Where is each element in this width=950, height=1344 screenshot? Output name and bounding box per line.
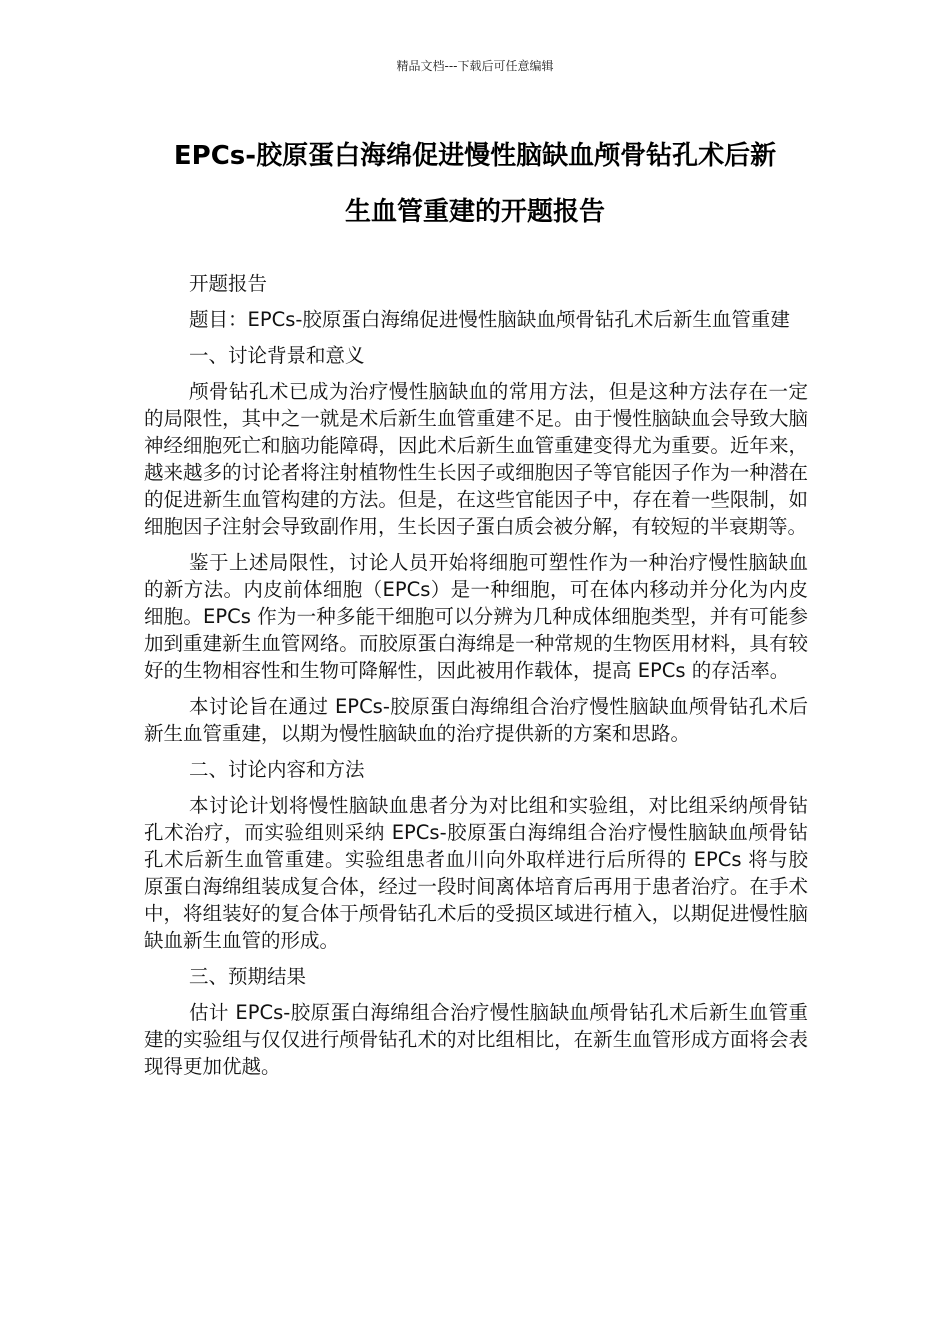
section-heading-results: 三、预期结果 — [189, 965, 307, 988]
paragraph-topic: 题目：EPCs-胶原蛋白海绵促进慢性脑缺血颅骨钻孔术后新生血管重建 — [189, 308, 790, 331]
title-line-1: EPCs-胶原蛋白海绵促进慢性脑缺血颅骨钻孔术后新 — [173, 141, 777, 171]
paragraph-background-1: 颅骨钻孔术已成为治疗慢性脑缺血的常用方法，但是这种方法存在一定的局限性，其中之一就是术后新生血管重建不足。由于慢性脑缺血会导致大脑神经细胞死亡和脑功能障碍，因此术后新生血管重建变得尤为重要。近年来，越来越多的讨论者将注射植物性生长因子或细胞因子等官能因子作为一种潜在的促进新生血管构建的方法。但是，在这些官能因子中，存在着一些限制，如细胞因子注射会导致副作用，生长因子蛋白质会被分解，有较短的半衰期等。 — [144, 380, 808, 538]
paragraph-results: 估计 EPCs-胶原蛋白海绵组合治疗慢性脑缺血颅骨钻孔术后新生血管重建的实验组与仅仅进行颅骨钻孔术的对比组相比，在新生血管形成方面将会表现得更加优越。 — [144, 1001, 808, 1078]
title-line-2: 生血管重建的开题报告 — [344, 197, 605, 227]
section-heading-methods: 二、讨论内容和方法 — [189, 758, 365, 781]
page-header: 精品文档---下载后可任意编辑 — [396, 59, 554, 73]
paragraph-methods: 本讨论计划将慢性脑缺血患者分为对比组和实验组，对比组采纳颅骨钻孔术治疗，而实验组则采纳 EPCs-胶原蛋白海绵组合治疗慢性脑缺血颅骨钻孔术后新生血管重建。实验组患者血川向外取样进行后所得的 EPCs 将与胶原蛋白海绵组装成复合体，经过一段时间离体培育后再用于患者治疗。在手术中，将组装好的复合体于颅骨钻孔术后的受损区域进行植入，以期促进慢性脑缺血新生血管的形成。 — [144, 794, 808, 952]
document-body — [144, 270, 808, 1089]
paragraph-background-3: 本讨论旨在通过 EPCs-胶原蛋白海绵组合治疗慢性脑缺血颅骨钻孔术后新生血管重建，以期为慢性脑缺血的治疗提供新的方案和思路。 — [144, 695, 808, 745]
paragraph-report-label: 开题报告 — [189, 272, 268, 295]
document-title — [120, 128, 830, 240]
section-heading-background: 一、讨论背景和意义 — [189, 344, 365, 367]
paragraph-background-2: 鉴于上述局限性，讨论人员开始将细胞可塑性作为一种治疗慢性脑缺血的新方法。内皮前体细胞（EPCs）是一种细胞，可在体内移动并分化为内皮细胞。EPCs 作为一种多能干细胞可以分辨为几种成体细胞类型，并有可能参加到重建新生血管网络。而胶原蛋白海绵是一种常规的生物医用材料，具有较好的生物相容性和生物可降解性，因此被用作载体，提高 EPCs 的存活率。 — [144, 551, 808, 682]
